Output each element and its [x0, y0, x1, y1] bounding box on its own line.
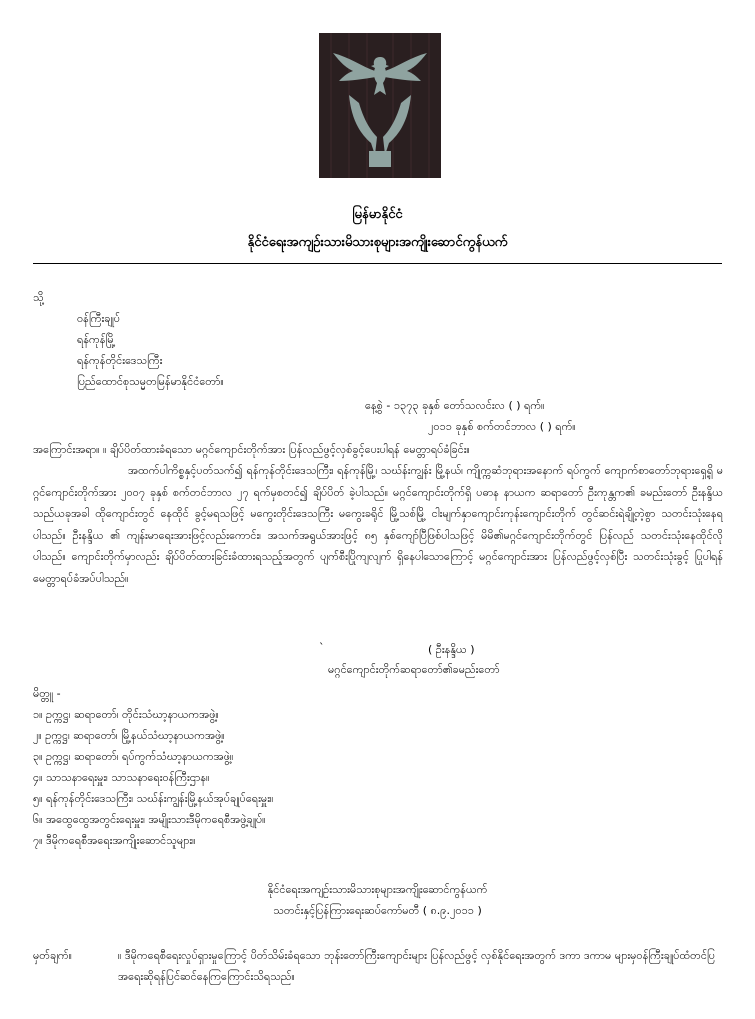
date-gregorian: ၂၀၁၁ ခုနှစ် စက်တင်ဘာလ ( ) ရက်။ — [428, 420, 576, 433]
copies-item: ၇။ ဒီမိုကရေစီအရေးအကျိုးဆောင်သူများ။ — [33, 834, 196, 847]
body-paragraph: အထက်ပါကိစ္စနှင့်ပတ်သက်၍ ရန်ကုန်တိုင်းဒေသကြီး၊ ရန်ကုန်မြို့၊ သဃ်န်းကျွန်း မြို့နယ်၊ ကျိုက္ကဆံဘုရားအနောက် ရပ်ကွက် ကျောက်စာတော်ဘုရားရှေ့ရှိ မဂ္ဂင်ကျောင်းတိုက်အား ၂၀၀၇ ခုနှစ် စက်တင်ဘာလ ၂၇ ရက်မှစတင်၍ ချိပ်ပိတ် ခဲ့ပါသည်။ မဂ္ဂင်ကျောင်းတိုက်ရှိ ပဓာန နာယက ဆရာတော် ဦးကုန္တက၏ ခမည်းတော် ဦးနန္ဒိယ သည်ယခုအခါ ထိုကျောင်းတွင် နေထိုင် ခွင့်မရသဖြင့် မကွေးတိုင်းဒေသကြီး မကွေးခရိုင် မြို့သစ်မြို့ ငါးမျက်နှာကျောင်းကုန်းကျောင်းတိုက် တွင်ဆင်းရဲချို့တဲ့စွာ သတင်းသုံးနေရပါသည်။ ဦးနန္ဒိယ ၏ ကျန်းမာရေးအားဖြင့်လည်းကောင်း၊ အသက်အရွယ်အားဖြင့် ၈၅ နှစ်ကျော်ပြီဖြစ်ပါသဖြင့် မိမိ၏မဂ္ဂင်ကျောင်းတိုက်တွင် ပြန်လည် သတင်းသုံးနေထိုင်လိုပါသည်။ ကျောင်းတိုက်မှာလည်း ချိပ်ပိတ်ထားခြင်းခံထားရသည့်အတွက် ပျက်စီးပြိုကျလျက် ရှိနေပါသောကြောင့် မဂ္ဂင်ကျောင်းအား ပြန်လည်ဖွင့်လှစ်ပြီး သတင်းသုံးခွင့် ပြုပါရန် မေတ္တာရပ်ခံအပ်ပါသည်။ — [33, 464, 723, 585]
recipient-line: ဝန်ကြီးချုပ် — [77, 312, 121, 325]
subject-line: အကြောင်းအရာ။ ။ ချိပ်ပိတ်ထားခံရသော မဂ္ဂင်ကျောင်းတိုက်အား ပြန်လည်ဖွင့်လှစ်ခွင့်ပေးပါရန် မေတ္တာရပ်ခံခြင်း။ — [33, 443, 470, 456]
header-divider — [33, 263, 722, 264]
note-text: ။ ဒီမိုကရေစီရေးလှုပ်ရှားမှုကြောင့် ပိတ်သိမ်းခံရသော ဘုန်းတော်ကြီးကျောင်းများ ပြန်လည်ဖွင့် လှစ်နိုင်ရေးအတွက် ဒကာ ဒကာမ များမှဝန်ကြီးချုပ်ထံတင်ပြ အရေးဆိုရန်ပြင်ဆင်နေကြကြောင်းသိရသည်။ — [118, 949, 716, 983]
footer-department: သတင်းနှင့်ပြန်ကြားရေးဆပ်ကော်မတီ ( ၈.၉.၂၀၁၁ ) — [273, 904, 482, 917]
copies-heading: မိတ္တူ - — [33, 687, 61, 700]
organization-logo — [319, 33, 441, 178]
signature-title: မဂ္ဂင်ကျောင်းတိုက်ဆရာတော်၏ခမည်းတော် — [328, 663, 500, 676]
dove-hands-logo-icon — [319, 33, 441, 178]
recipient-line: ရန်ကုန်မြို့ — [77, 333, 116, 346]
recipient-line: ရန်ကုန်တိုင်းဒေသကြီး — [77, 354, 163, 367]
signature-name: ( ဦးနန္ဒိယ ) — [428, 643, 475, 656]
date-myanmar-calendar: နေ့စွဲ - ၁၃၇၃ ခုနှစ် တော်သလင်းလ ( ) ရက်။ — [365, 399, 545, 412]
signature-mark: ` — [319, 641, 325, 654]
copies-item: ၅။ ရန်ကုန်တိုင်းဒေသကြီး၊ သဃ်န်းကျွန်းမြို့နယ်အုပ်ချုပ်ရေးမှူး။ — [33, 792, 274, 805]
header-organization: နိုင်ငံရေးအကျဉ်းသားမိသားစုများအကျိုးဆောင်ကွန်ယက် — [247, 235, 508, 250]
copies-item: ၃။ ဥက္ကဋ္ဌ၊ ဆရာတော်၊ ရပ်ကွက်သံဃာ့နာယကအဖွဲ့။ — [33, 750, 234, 763]
recipient-to: သို့ — [33, 291, 44, 304]
recipient-line: ပြည်ထောင်စုသမ္မတမြန်မာနိုင်ငံတော်။ — [77, 375, 224, 388]
copies-item: ၂။ ဥက္ကဋ္ဌ၊ ဆရာတော်၊ မြို့နယ်သံဃာ့နာယကအဖွဲ့။ — [33, 729, 225, 742]
header-country: မြန်မာနိုင်ငံ — [352, 207, 403, 222]
copies-item: ၆။ အထွေထွေအတွင်းရေးမှူး၊ အမျိုးသားဒီမိုကရေစီအဖွဲ့ချုပ်။ — [33, 813, 266, 826]
copies-item: ၄။ သာသနာရေးမှူး၊ သာသနာရေးဝန်ကြီးဌာန။ — [33, 771, 210, 784]
footer-organization: နိုင်ငံရေးအကျဉ်းသားမိသားစုများအကျိုးဆောင်ကွန်ယက် — [267, 883, 488, 896]
copies-item: ၁။ ဥက္ကဋ္ဌ၊ ဆရာတော်၊ တိုင်းသံဃာ့နာယကအဖွဲ့။ — [33, 708, 219, 721]
note-label: မှတ်ချက်။ — [33, 949, 73, 962]
